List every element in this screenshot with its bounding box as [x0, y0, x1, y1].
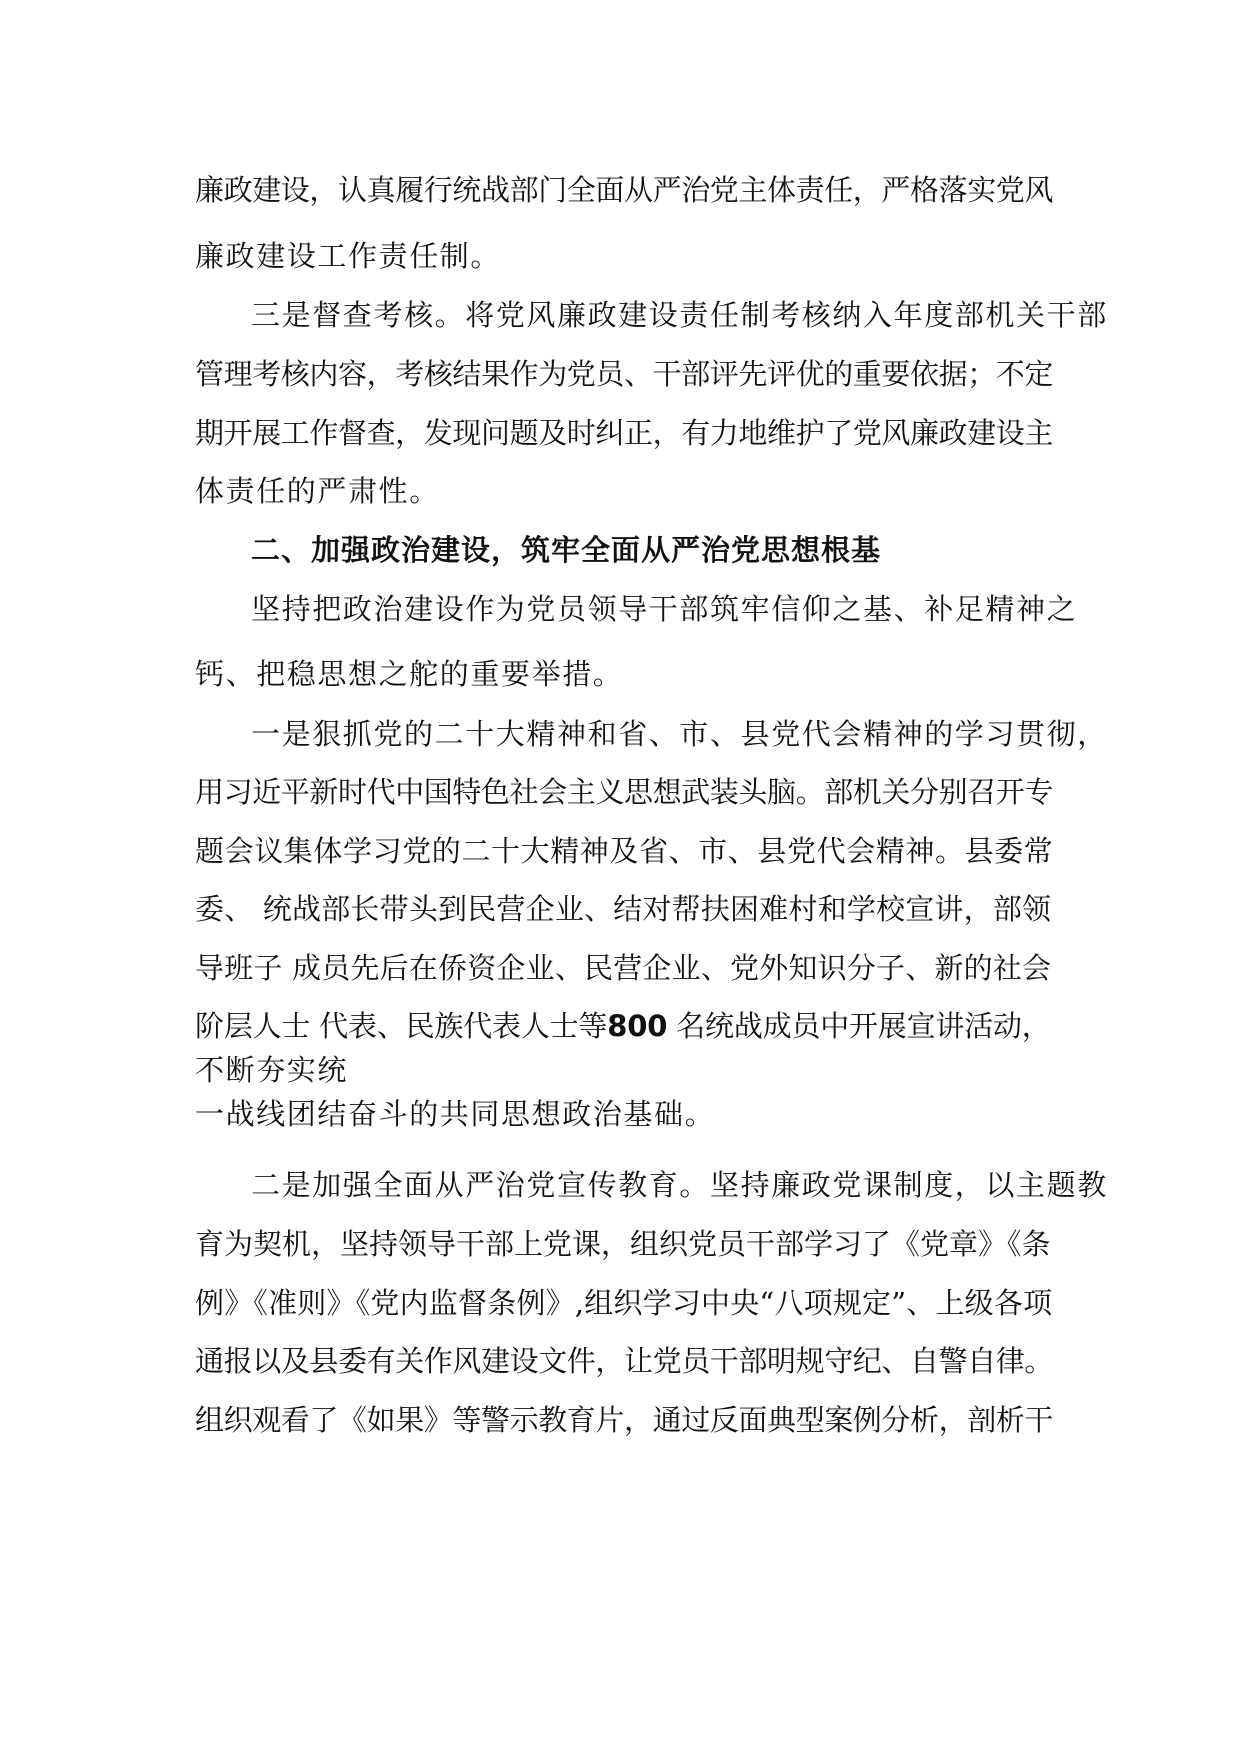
- text-segment: 名统战成员中开展宣讲活动，: [667, 1009, 1051, 1043]
- text-line: 用习近平新时代中国特色社会主义思想武装头脑。部机关分别召开专: [195, 775, 1054, 809]
- text-line: 一战线团结奋斗的共同思想政治基础。: [195, 1097, 716, 1131]
- text-line: 不断夯实统: [195, 1053, 349, 1087]
- text-line: 委、 统战部长带头到民营企业、结对帮扶困难村和学校宣讲，部领: [195, 892, 1052, 926]
- text-line: 廉政建设工作责任制。: [195, 239, 502, 273]
- text-line: 组织观看了《如果》等警示教育片，通过反面典型案例分析，剖析干: [195, 1403, 1054, 1437]
- text-line: 体责任的严肃性。: [195, 474, 440, 508]
- text-line-with-number: [195, 1008, 1055, 1044]
- text-line: 管理考核内容，考核结果作为党员、干部评先评优的重要依据；不定: [195, 357, 1054, 391]
- text-segment: 阶层人士 代表、民族代表人士等: [195, 1009, 608, 1043]
- text-line: 廉政建设，认真履行统战部门全面从严治党主体责任，严格落实党风: [195, 173, 1054, 207]
- text-line: 期开展工作督查，发现问题及时纠正，有力地维护了党风廉政建设主: [195, 416, 1054, 450]
- text-line: 钙、把稳思想之舵的重要举措。: [195, 657, 624, 691]
- text-line: 导班子 成员先后在侨资企业、民营企业、党外知识分子、新的社会: [195, 951, 1052, 985]
- text-line: 通报以及县委有关作风建设文件，让党员干部明规守纪、自警自律。: [195, 1344, 1054, 1378]
- text-line: 例》《准则》《党内监督条例》,组织学习中央“八项规定”、上级各项: [195, 1286, 1053, 1320]
- section-heading: 二、加强政治建设，筑牢全面从严治党思想根基: [251, 533, 882, 567]
- text-line: 二是加强全面从严治党宣传教育。坚持廉政党课制度，以主题教: [251, 1168, 1108, 1202]
- text-line: 题会议集体学习党的二十大精神及省、市、县党代会精神。县委常: [195, 834, 1054, 868]
- text-line: 育为契机，坚持领导干部上党课，组织党员干部学习了《党章》《条: [195, 1227, 1051, 1261]
- member-count: 800: [607, 1009, 668, 1043]
- text-line: 坚持把政治建设作为党员领导干部筑牢信仰之基、补足精神之: [251, 592, 1078, 626]
- text-line: 一是狠抓党的二十大精神和省、市、县党代会精神的学习贯彻，: [251, 717, 1108, 751]
- text-line: 三是督查考核。将党风廉政建设责任制考核纳入年度部机关干部: [251, 298, 1108, 332]
